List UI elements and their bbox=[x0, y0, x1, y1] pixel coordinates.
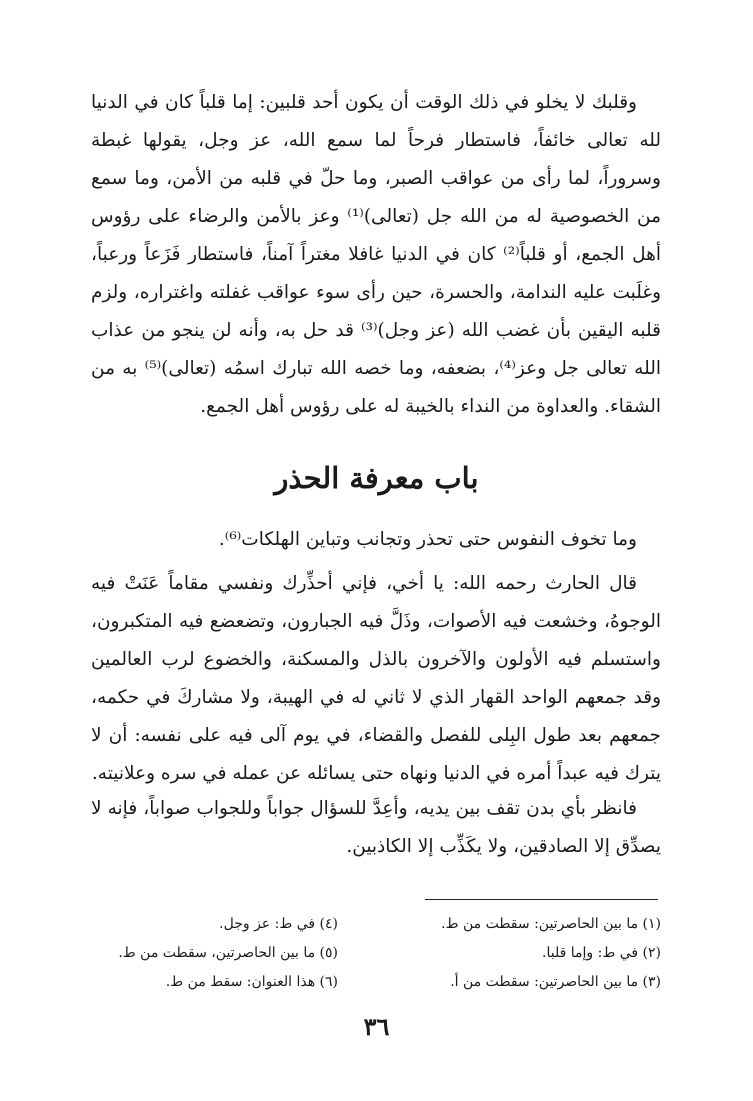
footnote-separator bbox=[425, 899, 658, 900]
paragraph-al-harith-warning: قال الحارث رحمه الله: يا أخي، فإني أحذِّرك ونفسي مقاماً عَنَتْ فيه الوجوهُ، وخشعت فيه الأصوات، وذَلَّ فيه الجبارون، وتضعضع فيه المتكبرون، واستسلم فيه الأولون والآخرون بالذل والمسكنة، والخضوع لرب العالمين وقد جمعهم الواحد القهار الذي لا ثاني له في الهيبة، ولا مشاركَ في حكمه، جمعهم بعد طول البِلى للفصل والقضاء، في يوم آلى فيه على نفسه: أن لا يترك فيه عبداً أمره في الدنيا ونهاه حتى يسائله عن عمله في سره وعلانيته. bbox=[91, 573, 661, 784]
chapter-heading: باب معرفة الحذر bbox=[274, 461, 479, 495]
footnote-1: (١) ما بين الحاصرتين: سقطت من ط. bbox=[441, 916, 661, 932]
footnote-6: (٦) هذا العنوان: سقط من ط. bbox=[165, 974, 338, 990]
footnote-3: (٣) ما بين الحاصرتين: سقطت من أ. bbox=[450, 974, 661, 990]
paragraph-day-of-judgment-hearts: وقلبك لا يخلو في ذلك الوقت أن يكون أحد قلبين: إما قلباً كان في الدنيا لله تعالى خائفاً، فاستطار فرحاً لما سمع الله، عز وجل، يقولها غبطة وسروراً، لما رأى من عواقب الصبر، وما حلّ في قلبه من الأمن، وما سمع من الخصوصية له من الله جل (تعالى)⁽¹⁾ وعز بالأمن والرضاء على رؤوس أهل الجمع، أو قلباً⁽²⁾ كان في الدنيا غافلا مغتراً آمناً، فاستطار فَزَعاً ورعباً، وغلَبت عليه الندامة، والحسرة، حين رأى سوء عواقب غفلته واغتراره، ولزم قلبه اليقين بأن غضب الله (عز وجل)⁽³⁾ قد حل به، وأنه لن ينجو من عذاب الله تعالى جل وعز⁽⁴⁾، بضعفه، وما خصه الله تبارك اسمُه (تعالى)⁽⁵⁾ به من الشقاء. والعداوة من النداء بالخيبة له على رؤوس أهل الجمع. bbox=[91, 92, 661, 417]
paragraph-prepare-answer: فانظر بأي بدن تقف بين يديه، وأعِدَّ للسؤال جواباً وللجواب صواباً، فإنه لا يصدِّق إلا الصادقين، ولا يكَذِّب إلا الكاذبين. bbox=[91, 798, 661, 857]
page-number: ٣٦ bbox=[363, 1012, 390, 1041]
paragraph-chapter-intro: وما تخوف النفوس حتى تحذر وتجانب وتباين الهلكات⁽⁶⁾. bbox=[218, 529, 637, 550]
footnote-4: (٤) في ط: عز وجل. bbox=[219, 916, 338, 932]
footnote-5: (٥) ما بين الحاصرتين، سقطت من ط. bbox=[118, 945, 338, 961]
footnotes bbox=[91, 910, 661, 1002]
footnote-2: (٢) في ط: وإما قلبا. bbox=[542, 945, 661, 961]
